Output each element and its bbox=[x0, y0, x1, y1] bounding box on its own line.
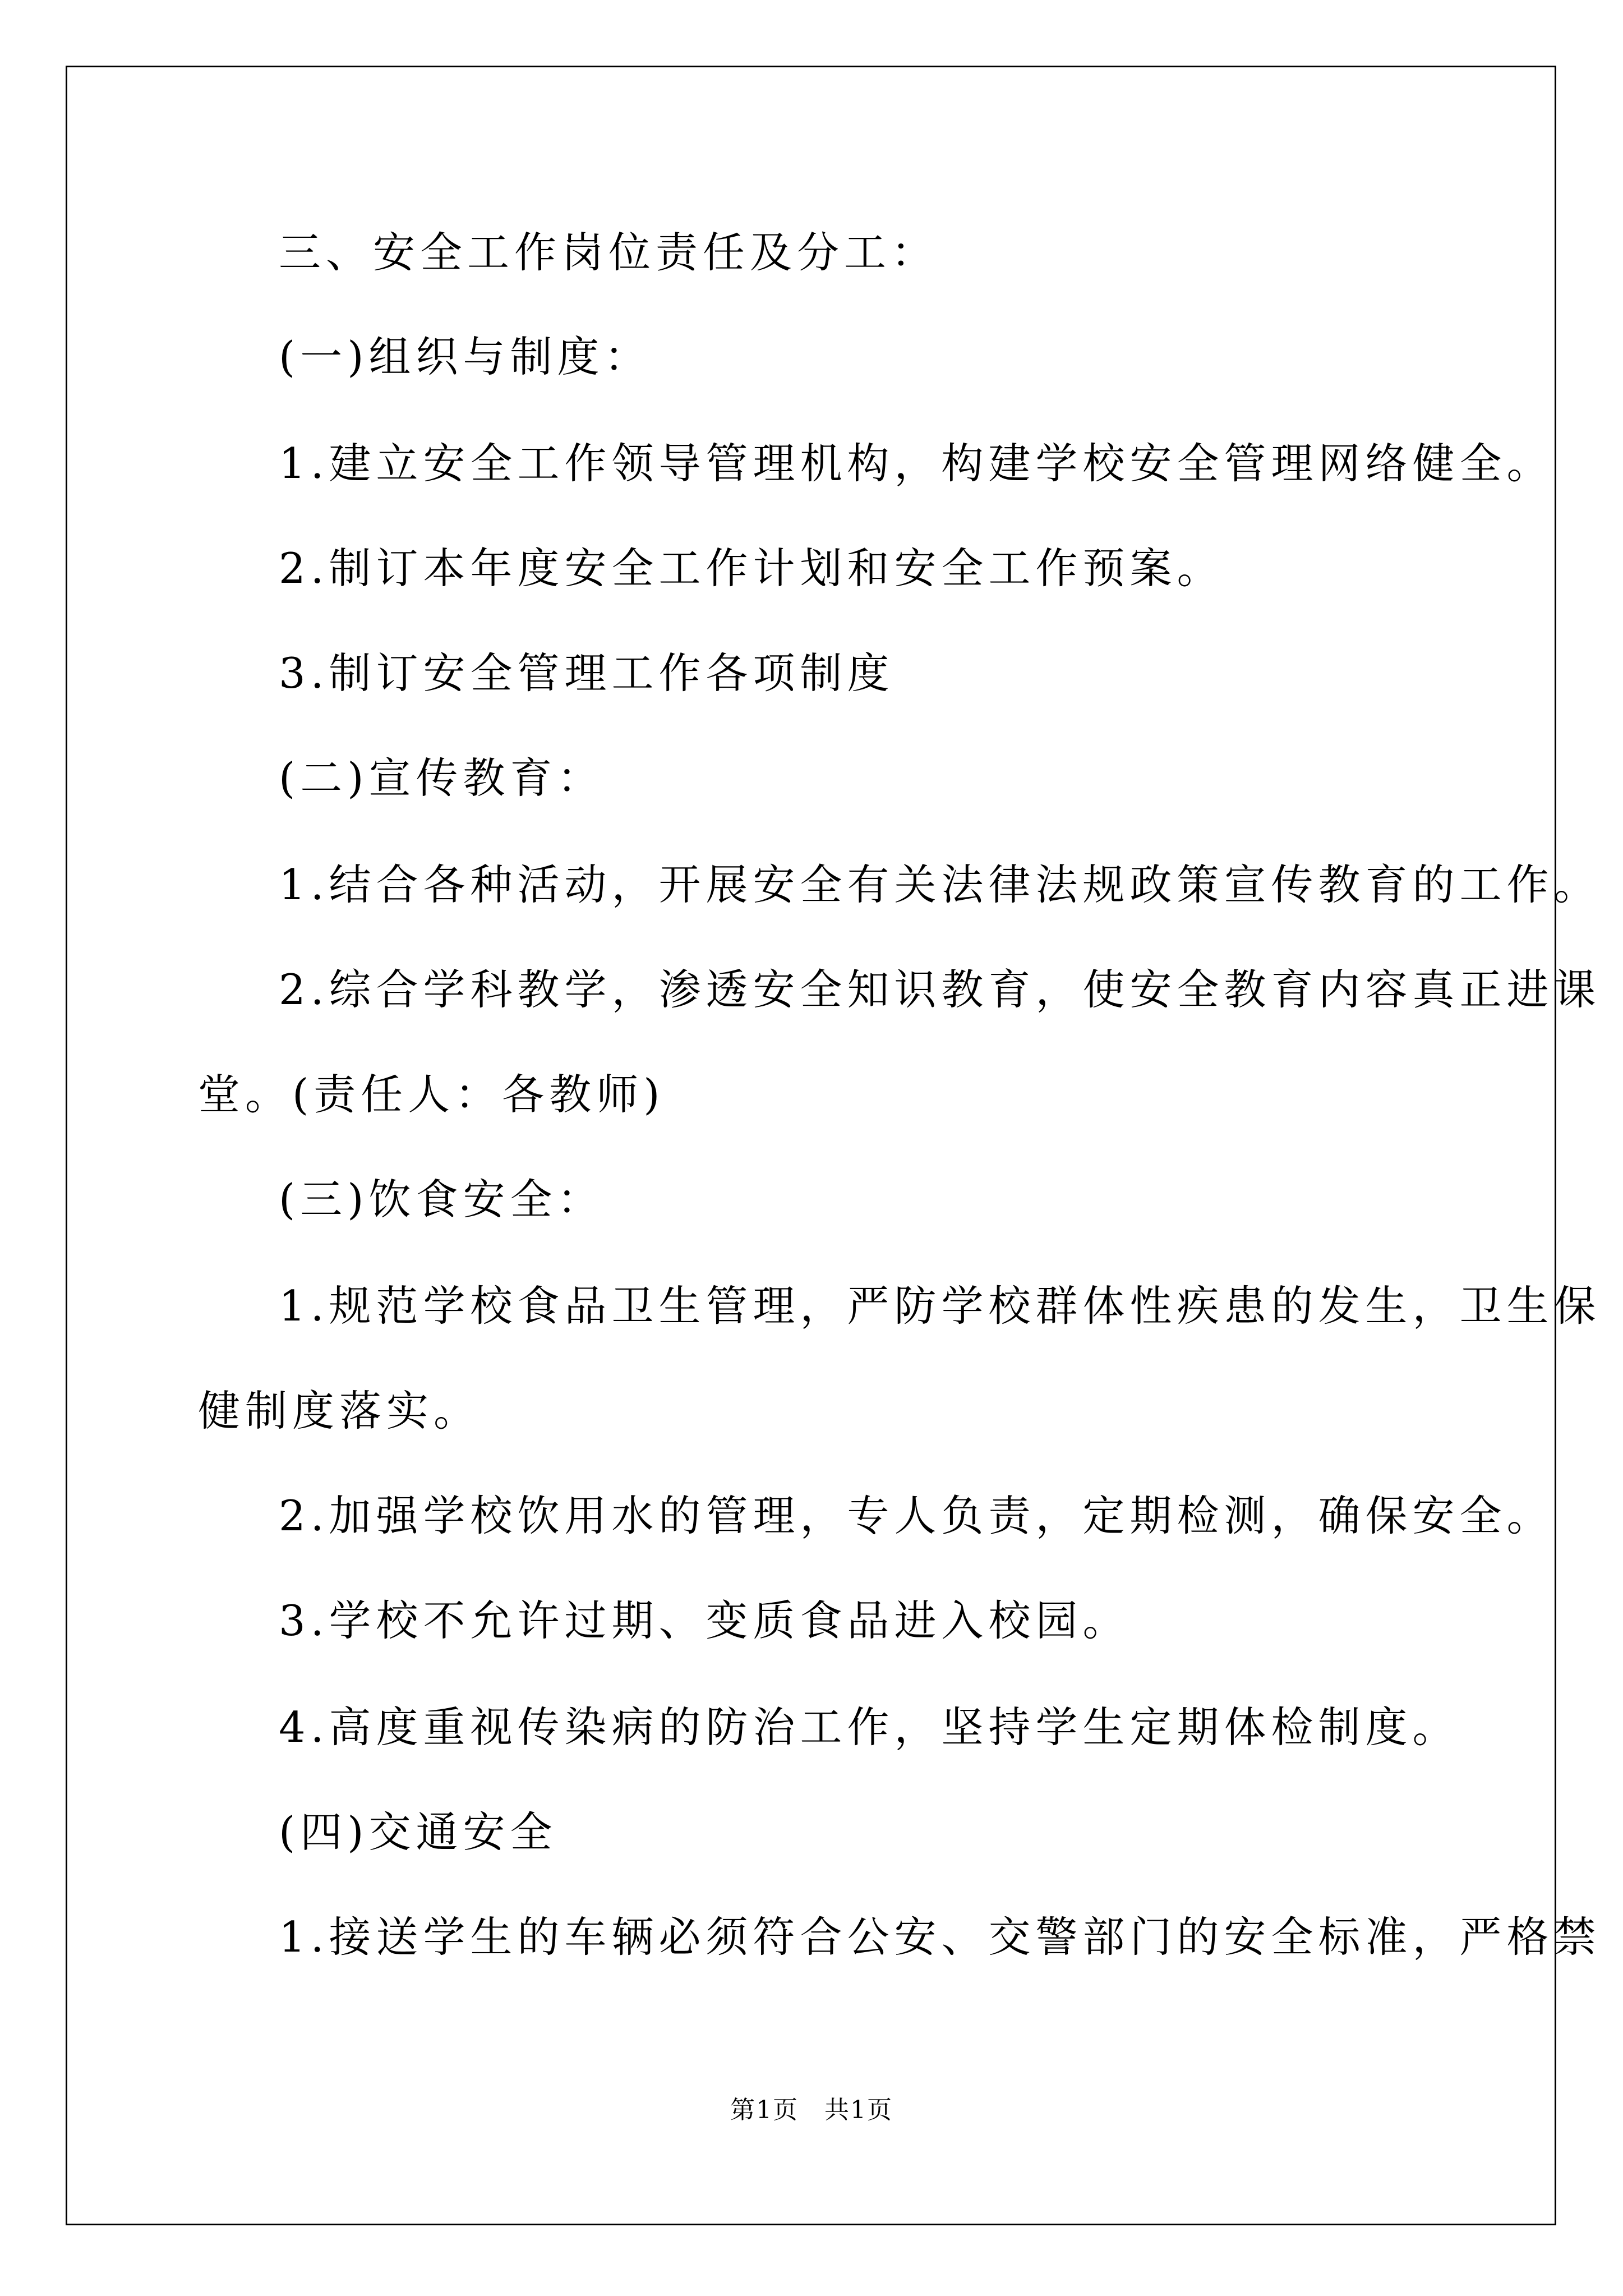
subsection-heading: (四)交通安全 bbox=[279, 1807, 557, 1857]
paragraph: 2.加强学校饮用水的管理，专人负责，定期检测，确保安全。 bbox=[279, 1491, 1554, 1540]
page-border bbox=[66, 66, 1556, 2225]
paragraph: 2.综合学科教学，渗透安全知识教育，使安全教育内容真正进课 bbox=[279, 965, 1601, 1014]
paragraph: 2.制订本年度安全工作计划和安全工作预案。 bbox=[279, 544, 1224, 593]
page-footer: 第1页 共1页 bbox=[730, 2096, 893, 2124]
paragraph: 4.高度重视传染病的防治工作，坚持学生定期体检制度。 bbox=[279, 1703, 1460, 1752]
paragraph-continuation: 堂。(责任人：各教师) bbox=[198, 1070, 665, 1119]
subsection-heading: (一)组织与制度： bbox=[279, 332, 652, 381]
paragraph: 3.制订安全管理工作各项制度 bbox=[279, 648, 895, 698]
subsection-heading: (二)宣传教育： bbox=[279, 753, 605, 803]
paragraph: 1.建立安全工作领导管理机构，构建学校安全管理网络健全。 bbox=[279, 439, 1554, 488]
paragraph: 1.结合各种活动，开展安全有关法律法规政策宣传教育的工作。 bbox=[279, 860, 1601, 909]
paragraph: 3.学校不允许过期、变质食品进入校园。 bbox=[279, 1596, 1130, 1645]
subsection-heading: (三)饮食安全： bbox=[279, 1175, 605, 1224]
paragraph: 1.接送学生的车辆必须符合公安、交警部门的安全标准，严格禁 bbox=[279, 1912, 1601, 1962]
paragraph-continuation: 健制度落实。 bbox=[198, 1386, 481, 1435]
paragraph: 1.规范学校食品卫生管理，严防学校群体性疾患的发生，卫生保 bbox=[279, 1281, 1601, 1331]
section-heading: 三、安全工作岗位责任及分工： bbox=[279, 228, 939, 277]
